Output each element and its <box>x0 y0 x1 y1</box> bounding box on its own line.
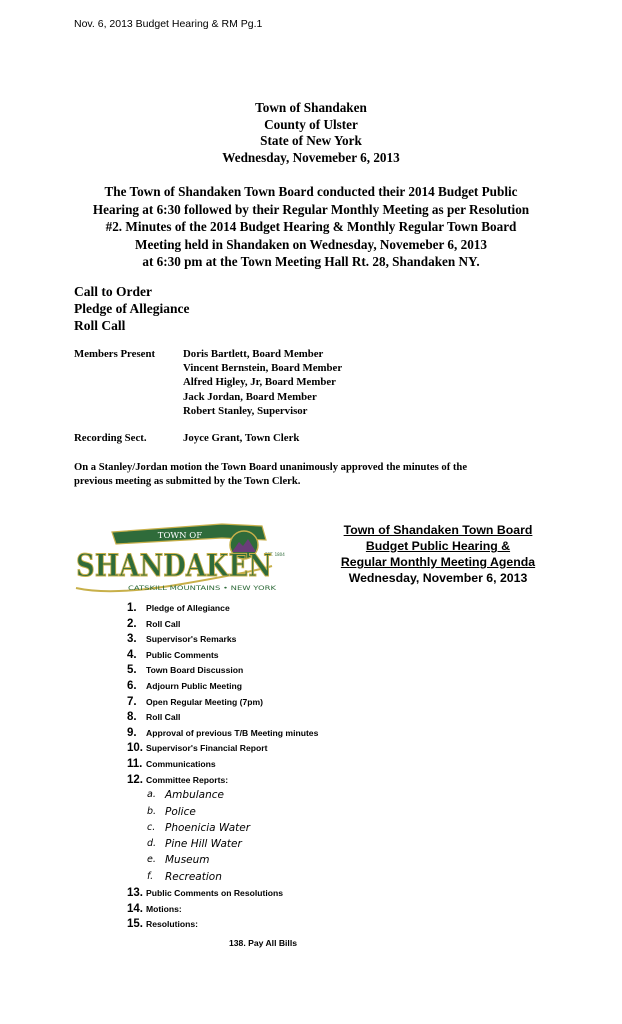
agenda-item-label: Adjourn Public Meeting <box>146 681 242 691</box>
logo-town-of: TOWN OF <box>157 531 203 541</box>
agenda-item-number: 5. <box>127 664 137 677</box>
agenda-title-line: Town of Shandaken Town Board <box>343 523 533 537</box>
agenda-item-label: Public Comments on Resolutions <box>146 888 284 898</box>
committee-report-letter: b. <box>147 805 157 817</box>
agenda-item-number: 13. <box>127 887 143 899</box>
agenda-item-label: Open Regular Meeting (7pm) <box>146 696 263 707</box>
call-to-order: Call to Order <box>74 284 152 299</box>
agenda-item-label: Roll Call <box>146 712 181 723</box>
motion-line: previous meeting as submitted by the Town Clerk. <box>74 476 301 488</box>
header-date: Wednesday, Novemeber 6, 2013 <box>222 149 400 165</box>
member-name: Vincent Bernstein, Board Member <box>183 362 343 375</box>
committee-report-letter: a. <box>147 789 156 801</box>
pledge-of-allegiance: Pledge of Allegiance <box>74 301 190 316</box>
members-list <box>183 347 342 418</box>
agenda-item-number: 4. <box>127 648 137 661</box>
logo-name: SHANDAKEN <box>76 548 272 584</box>
agenda-item-number: 2. <box>127 617 137 630</box>
committee-report-letter: e. <box>147 854 156 866</box>
agenda-item-label: Committee Reports: <box>146 774 229 785</box>
intro-line: The Town of Shandaken Town Board conducted their 2014 Budget Public <box>104 184 518 199</box>
opening-items <box>74 283 189 334</box>
agenda-item-label: Town Board Discussion <box>146 665 244 676</box>
recording-label: Recording Sect. <box>74 432 147 444</box>
intro-line: Hearing at 6:30 followed by their Regular Monthly Meeting as per Resolution <box>92 201 530 217</box>
intro-paragraph <box>50 183 572 271</box>
agenda-item-number: 9. <box>127 726 137 739</box>
agenda-item-number: 8. <box>127 711 137 724</box>
committee-report-label: Recreation <box>165 870 222 883</box>
committee-report-label: Pine Hill Water <box>165 838 242 851</box>
shandaken-logo <box>72 518 286 598</box>
member-name: Jack Jordan, Board Member <box>183 390 317 403</box>
agenda-title-line: Regular Monthly Meeting Agenda <box>340 555 536 569</box>
agenda-title-line: Budget Public Hearing & <box>365 539 511 553</box>
agenda-item-number: 3. <box>127 633 137 646</box>
committee-report-label: Ambulance <box>165 789 224 802</box>
resolution-item: 138. Pay All Bills <box>229 938 297 948</box>
member-name: Alfred Higley, Jr, Board Member <box>183 376 336 389</box>
agenda-title <box>314 522 562 586</box>
agenda-item-label: Motions: <box>146 903 182 914</box>
agenda-item-number: 12. <box>127 773 143 786</box>
committee-report-label: Museum <box>165 854 210 867</box>
agenda-item-label: Supervisor's Financial Report <box>146 743 268 754</box>
agenda-item-label: Approval of previous T/B Meeting minutes <box>146 727 319 738</box>
agenda-item-label: Supervisor's Remarks <box>146 634 237 645</box>
agenda-item-number: 7. <box>127 695 137 708</box>
agenda-date: Wednesday, November 6, 2013 <box>348 571 528 585</box>
intro-line: #2. Minutes of the 2014 Budget Hearing & Monthly Regular Town Board <box>105 219 517 234</box>
agenda-item-label: Resolutions: <box>146 919 199 930</box>
header-county: County of Ulster <box>264 116 358 132</box>
committee-report-label: Police <box>165 805 196 818</box>
member-name: Robert Stanley, Supervisor <box>183 404 308 417</box>
header-state: State of New York <box>260 133 362 148</box>
agenda-item-number: 14. <box>127 902 143 915</box>
committee-report-label: Phoenicia Water <box>165 821 251 834</box>
committee-report-letter: c. <box>147 821 156 833</box>
agenda-item-number: 10. <box>127 742 143 755</box>
roll-call: Roll Call <box>74 318 126 333</box>
agenda-item-number: 1. <box>127 602 137 614</box>
recording-name: Joyce Grant, Town Clerk <box>183 432 300 444</box>
agenda-item-number: 15. <box>127 918 143 931</box>
intro-line: at 6:30 pm at the Town Meeting Hall Rt. 28, Shandaken NY. <box>142 254 480 269</box>
logo-tagline: CATSKILL MOUNTAINS • NEW YORK <box>128 585 278 592</box>
committee-report-letter: f. <box>147 870 154 882</box>
member-name: Doris Bartlett, Board Member <box>183 348 324 360</box>
agenda-item-label: Communications <box>146 759 216 769</box>
logo-est: EST. 1804 <box>265 552 285 557</box>
agenda-item-label: Public Comments <box>146 649 219 660</box>
running-head: Nov. 6, 2013 Budget Hearing & RM Pg.1 <box>74 18 263 30</box>
intro-line: Meeting held in Shandaken on Wednesday, Novemeber 6, 2013 <box>135 236 487 252</box>
motion-line: On a Stanley/Jordan motion the Town Board unanimously approved the minutes of the <box>74 462 468 473</box>
committee-report-letter: d. <box>147 838 157 850</box>
agenda-item-number: 6. <box>127 680 137 692</box>
members-label: Members Present <box>74 348 156 360</box>
header-town: Town of Shandaken <box>255 100 367 115</box>
agenda-item-label: Roll Call <box>146 618 181 629</box>
agenda-item-label: Pledge of Allegiance <box>146 603 230 613</box>
motion-paragraph <box>74 461 467 489</box>
agenda-item-number: 11. <box>127 758 143 770</box>
